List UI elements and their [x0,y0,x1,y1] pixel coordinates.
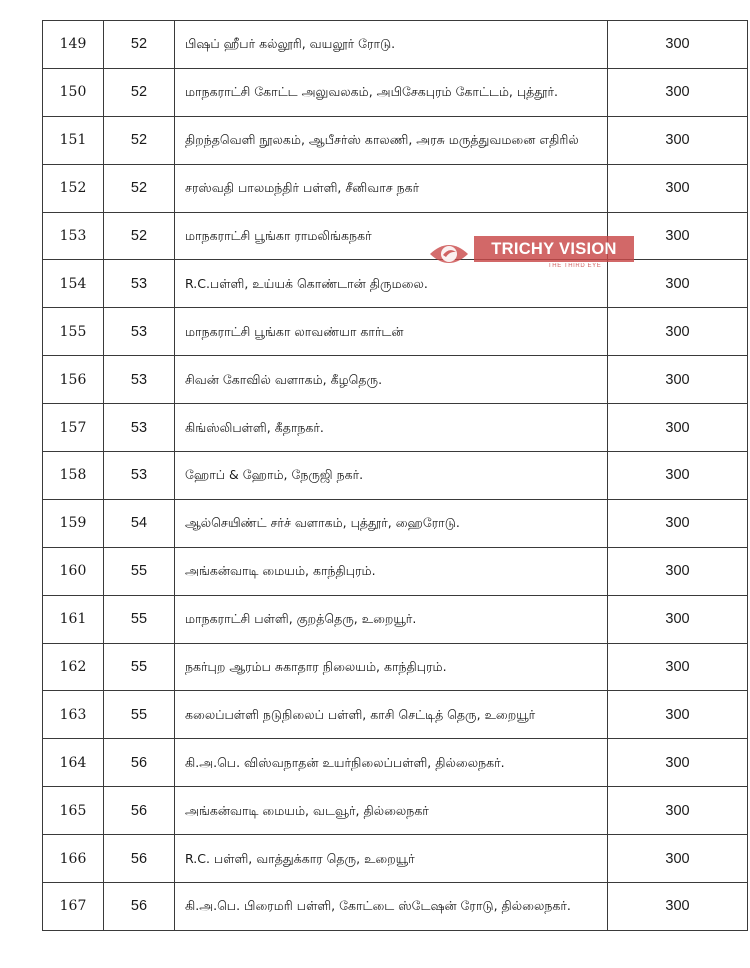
document-page [42,20,727,931]
serial-number-cell: 156 [43,356,104,404]
ward-number-cell: 55 [104,547,175,595]
count-cell: 300 [608,883,748,931]
location-cell: கிங்ஸ்லிபள்ளி, கீதாநகர். [175,404,608,452]
count-cell: 300 [608,308,748,356]
ward-number-cell: 53 [104,308,175,356]
serial-number-cell: 153 [43,212,104,260]
table-row [43,835,748,883]
ward-number-cell: 53 [104,260,175,308]
watermark-title: TRICHY VISION [474,236,634,262]
count-cell: 300 [608,452,748,500]
table-row [43,164,748,212]
table-body [43,21,748,931]
location-cell: மாநகராட்சி பள்ளி, குறத்தெரு, உறையூர். [175,595,608,643]
serial-number-cell: 157 [43,404,104,452]
ward-number-cell: 53 [104,452,175,500]
table-row [43,691,748,739]
table-row [43,643,748,691]
ward-number-cell: 52 [104,68,175,116]
serial-number-cell: 162 [43,643,104,691]
table-row [43,739,748,787]
count-cell: 300 [608,260,748,308]
location-cell: மாநகராட்சி பூங்கா ராமலிங்கநகர் [175,212,608,260]
count-cell: 300 [608,691,748,739]
count-cell: 300 [608,547,748,595]
ward-number-cell: 52 [104,164,175,212]
serial-number-cell: 154 [43,260,104,308]
count-cell: 300 [608,164,748,212]
ward-number-cell: 52 [104,21,175,69]
table-row [43,21,748,69]
serial-number-cell: 149 [43,21,104,69]
ward-number-cell: 54 [104,499,175,547]
ward-number-cell: 55 [104,595,175,643]
trichy-vision-watermark [428,236,634,274]
ward-number-cell: 52 [104,212,175,260]
serial-number-cell: 164 [43,739,104,787]
ward-number-cell: 52 [104,116,175,164]
table-row [43,547,748,595]
serial-number-cell: 158 [43,452,104,500]
eye-logo-icon [428,239,470,269]
table-row [43,116,748,164]
location-cell: R.C.பள்ளி, உய்யக் கொண்டான் திருமலை. [175,260,608,308]
ward-number-cell: 55 [104,691,175,739]
count-cell: 300 [608,356,748,404]
location-cell: மாநகராட்சி கோட்ட அலுவலகம், அபிசேகபுரம் கோட்டம், புத்தூர். [175,68,608,116]
serial-number-cell: 151 [43,116,104,164]
location-cell: சரஸ்வதி பாலமந்திர் பள்ளி, சீனிவாச நகர் [175,164,608,212]
location-cell: அங்கன்வாடி மையம், வடவூர், தில்லைநகர் [175,787,608,835]
location-cell: கி.அ.பெ. விஸ்வநாதன் உயர்நிலைப்பள்ளி, தில்லைநகர். [175,739,608,787]
table-row [43,212,748,260]
location-cell: சிவன் கோவில் வளாகம், கீழதெரு. [175,356,608,404]
serial-number-cell: 161 [43,595,104,643]
count-cell: 300 [608,499,748,547]
table-row [43,499,748,547]
serial-number-cell: 166 [43,835,104,883]
serial-number-cell: 163 [43,691,104,739]
location-cell: R.C. பள்ளி, வாத்துக்கார தெரு, உறையூர் [175,835,608,883]
ward-number-cell: 56 [104,883,175,931]
location-cell: ஹோப் & ஹோம், நேருஜி நகர். [175,452,608,500]
watermark-subtitle: THE THIRD EYE [548,263,602,269]
count-cell: 300 [608,212,748,260]
count-cell: 300 [608,68,748,116]
ward-number-cell: 56 [104,787,175,835]
ward-number-cell: 56 [104,739,175,787]
serial-number-cell: 160 [43,547,104,595]
location-cell: ஆல்செயிண்ட் சர்ச் வளாகம், புத்தூர், ஹைரோடு. [175,499,608,547]
count-cell: 300 [608,404,748,452]
table-row [43,68,748,116]
vaccination-centre-table [42,20,748,931]
count-cell: 300 [608,116,748,164]
ward-number-cell: 56 [104,835,175,883]
serial-number-cell: 165 [43,787,104,835]
count-cell: 300 [608,21,748,69]
count-cell: 300 [608,739,748,787]
location-cell: அங்கன்வாடி மையம், காந்திபுரம். [175,547,608,595]
serial-number-cell: 159 [43,499,104,547]
serial-number-cell: 150 [43,68,104,116]
location-cell: திறந்தவெளி நூலகம், ஆபீசர்ஸ் காலணி, அரசு மருத்துவமனை எதிரில் [175,116,608,164]
location-cell: பிஷப் ஹீபர் கல்லூரி, வயலூர் ரோடு. [175,21,608,69]
table-row [43,308,748,356]
count-cell: 300 [608,835,748,883]
count-cell: 300 [608,595,748,643]
table-row [43,404,748,452]
location-cell: கி.அ.பெ. பிரைமரி பள்ளி, கோட்டை ஸ்டேஷன் ரோடு, தில்லைநகர். [175,883,608,931]
count-cell: 300 [608,643,748,691]
table-row [43,595,748,643]
ward-number-cell: 53 [104,404,175,452]
serial-number-cell: 152 [43,164,104,212]
table-row [43,452,748,500]
table-row [43,260,748,308]
table-row [43,787,748,835]
ward-number-cell: 53 [104,356,175,404]
location-cell: கலைப்பள்ளி நடுநிலைப் பள்ளி, காசி செட்டித் தெரு, உறையூர் [175,691,608,739]
count-cell: 300 [608,787,748,835]
location-cell: நகர்புற ஆரம்ப சுகாதார நிலையம், காந்திபுரம். [175,643,608,691]
table-row [43,356,748,404]
ward-number-cell: 55 [104,643,175,691]
location-cell: மாநகராட்சி பூங்கா லாவண்யா கார்டன் [175,308,608,356]
serial-number-cell: 155 [43,308,104,356]
table-row [43,883,748,931]
serial-number-cell: 167 [43,883,104,931]
